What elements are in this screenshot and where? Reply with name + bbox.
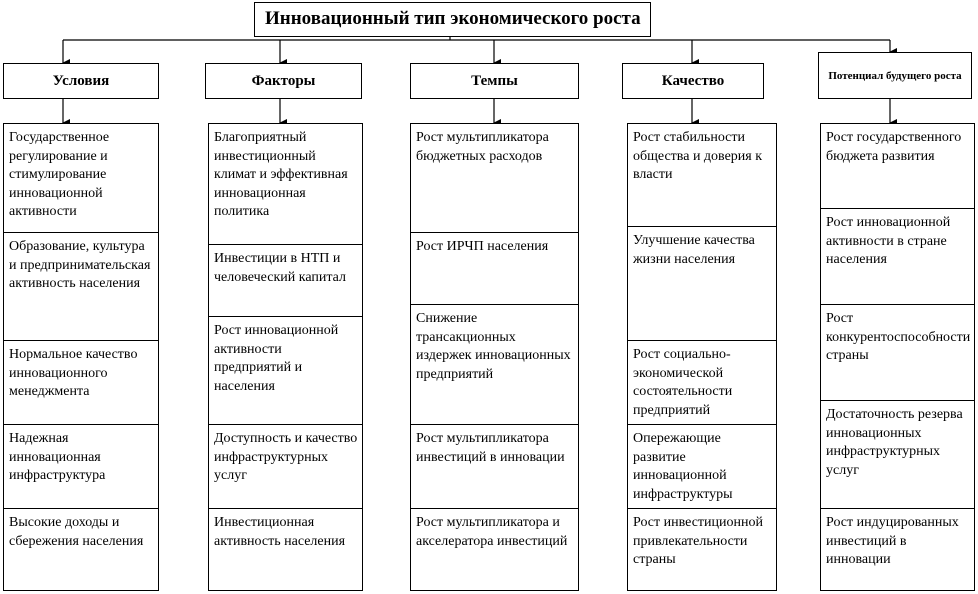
list-item: Рост инновационной активности предприятий и населения (209, 316, 362, 424)
header-conditions: Условия (3, 63, 159, 99)
list-item: Рост индуцированных инвестиций в инновации (821, 508, 974, 592)
list-item: Рост социально-экономической состоятельности предприятий (628, 340, 776, 424)
list-item: Рост мультипликатора бюджетных расходов (416, 130, 549, 164)
header-rates: Темпы (410, 63, 579, 99)
list-item: Рост инвестиционной привлекательности страны (628, 508, 776, 592)
list-item: Благоприятный инвестиционный климат и эффективная инновационная политика (214, 130, 348, 219)
list-item: Рост государственного бюджета развития (826, 130, 962, 164)
list-item: Надежная инновационная инфраструктура (4, 424, 158, 508)
list-item: Снижение трансакционных издержек инновационных предприятий (411, 304, 578, 424)
diagram-title: Инновационный тип экономического роста (254, 2, 651, 37)
list-item: Доступность и качество инфраструктурных услуг (209, 424, 362, 508)
list-item: Рост мультипликатора инвестиций в инновации (411, 424, 578, 508)
list-item: Образование, культура и предпринимательская активность населения (4, 232, 158, 340)
column-potential (820, 123, 975, 591)
list-item: Рост инновационной активности в стране населения (821, 208, 974, 304)
list-item: Высокие доходы и сбережения населения (4, 508, 158, 592)
list-item: Рост конкурентоспособности страны (821, 304, 974, 400)
list-item: Рост стабильности общества и доверия к власти (633, 130, 763, 182)
list-item: Опережающие развитие инновационной инфраструктуры (628, 424, 776, 508)
column-conditions (3, 123, 159, 591)
column-factors (208, 123, 363, 591)
header-quality: Качество (622, 63, 764, 99)
list-item: Государственное регулирование и стимулирование инновационной активности (9, 130, 110, 219)
list-item: Достаточность резерва инновационных инфраструктурных услуг (821, 400, 974, 508)
column-quality (627, 123, 777, 591)
header-factors: Факторы (205, 63, 362, 99)
list-item: Улучшение качества жизни населения (628, 226, 776, 340)
list-item: Инвестиционная активность населения (209, 508, 362, 592)
list-item: Нормальное качество инновационного менеджмента (4, 340, 158, 424)
list-item: Рост ИРЧП населения (411, 232, 578, 304)
header-potential: Потенциал будущего роста (818, 52, 972, 99)
list-item: Рост мультипликатора и акселератора инвестиций (411, 508, 578, 592)
list-item: Инвестиции в НТП и человеческий капитал (209, 244, 362, 316)
column-rates (410, 123, 579, 591)
